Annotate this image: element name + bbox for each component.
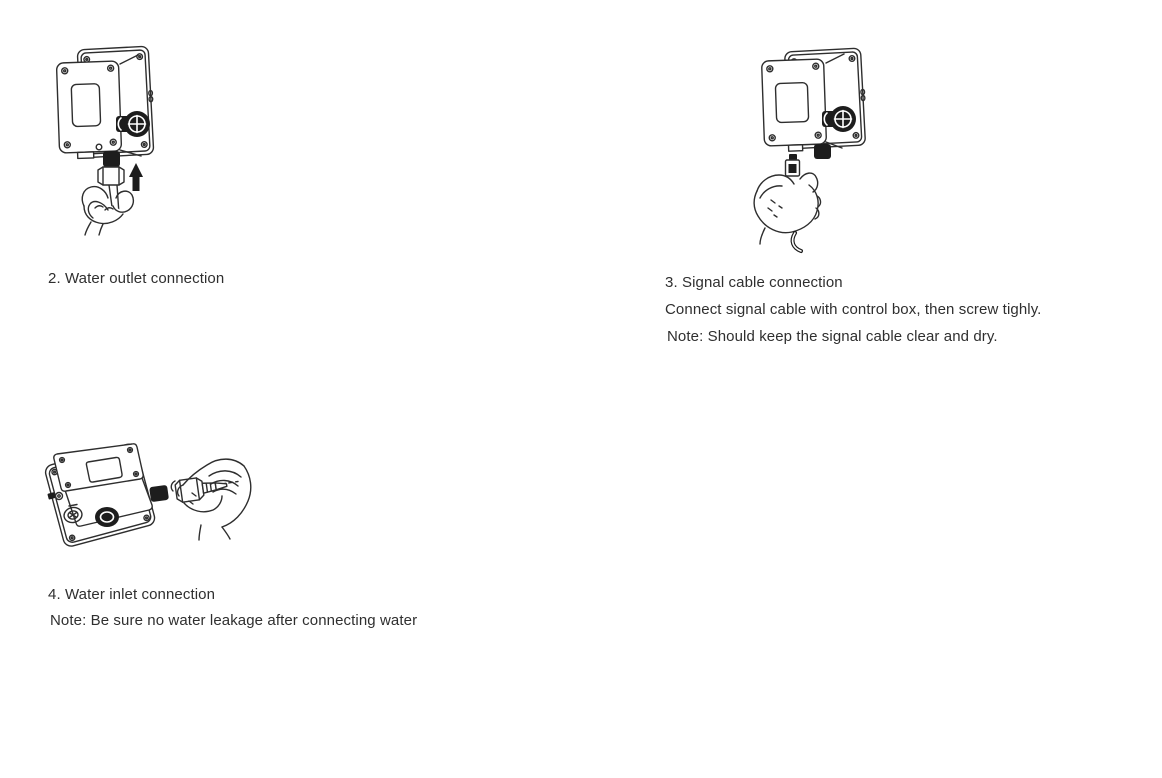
signal-cable-instruction: Connect signal cable with control box, then screw tighly. bbox=[665, 301, 1042, 318]
signal-cable-text-block bbox=[665, 269, 1041, 350]
outlet-stub bbox=[103, 151, 120, 167]
water-inlet-text-block bbox=[48, 582, 417, 634]
hex-nut bbox=[98, 167, 124, 185]
control-box bbox=[56, 61, 121, 159]
signal-cable-figure bbox=[745, 38, 880, 258]
up-arrow-icon bbox=[129, 163, 143, 191]
water-inlet-figure bbox=[40, 433, 255, 548]
hand bbox=[754, 173, 820, 244]
box-bottom-tab bbox=[78, 152, 94, 159]
inlet-fitting bbox=[149, 485, 169, 502]
water-inlet-title: 4. Water inlet connection bbox=[48, 586, 216, 603]
underside-knob bbox=[95, 507, 119, 527]
hand bbox=[80, 187, 133, 235]
signal-connector bbox=[786, 154, 800, 176]
water-outlet-title: 2. Water outlet connection bbox=[48, 270, 225, 287]
water-outlet-figure bbox=[45, 38, 165, 238]
water-inlet-note: Note: Be sure no water leakage after connecting water bbox=[50, 612, 418, 629]
signal-cable-note: Note: Should keep the signal cable clear and dry. bbox=[667, 328, 998, 345]
signal-cable-title: 3. Signal cable connection bbox=[665, 274, 843, 291]
box-bottom-tab bbox=[789, 145, 803, 151]
control-box bbox=[762, 59, 827, 152]
signal-cable bbox=[793, 233, 801, 251]
outlet-stub bbox=[814, 144, 831, 159]
